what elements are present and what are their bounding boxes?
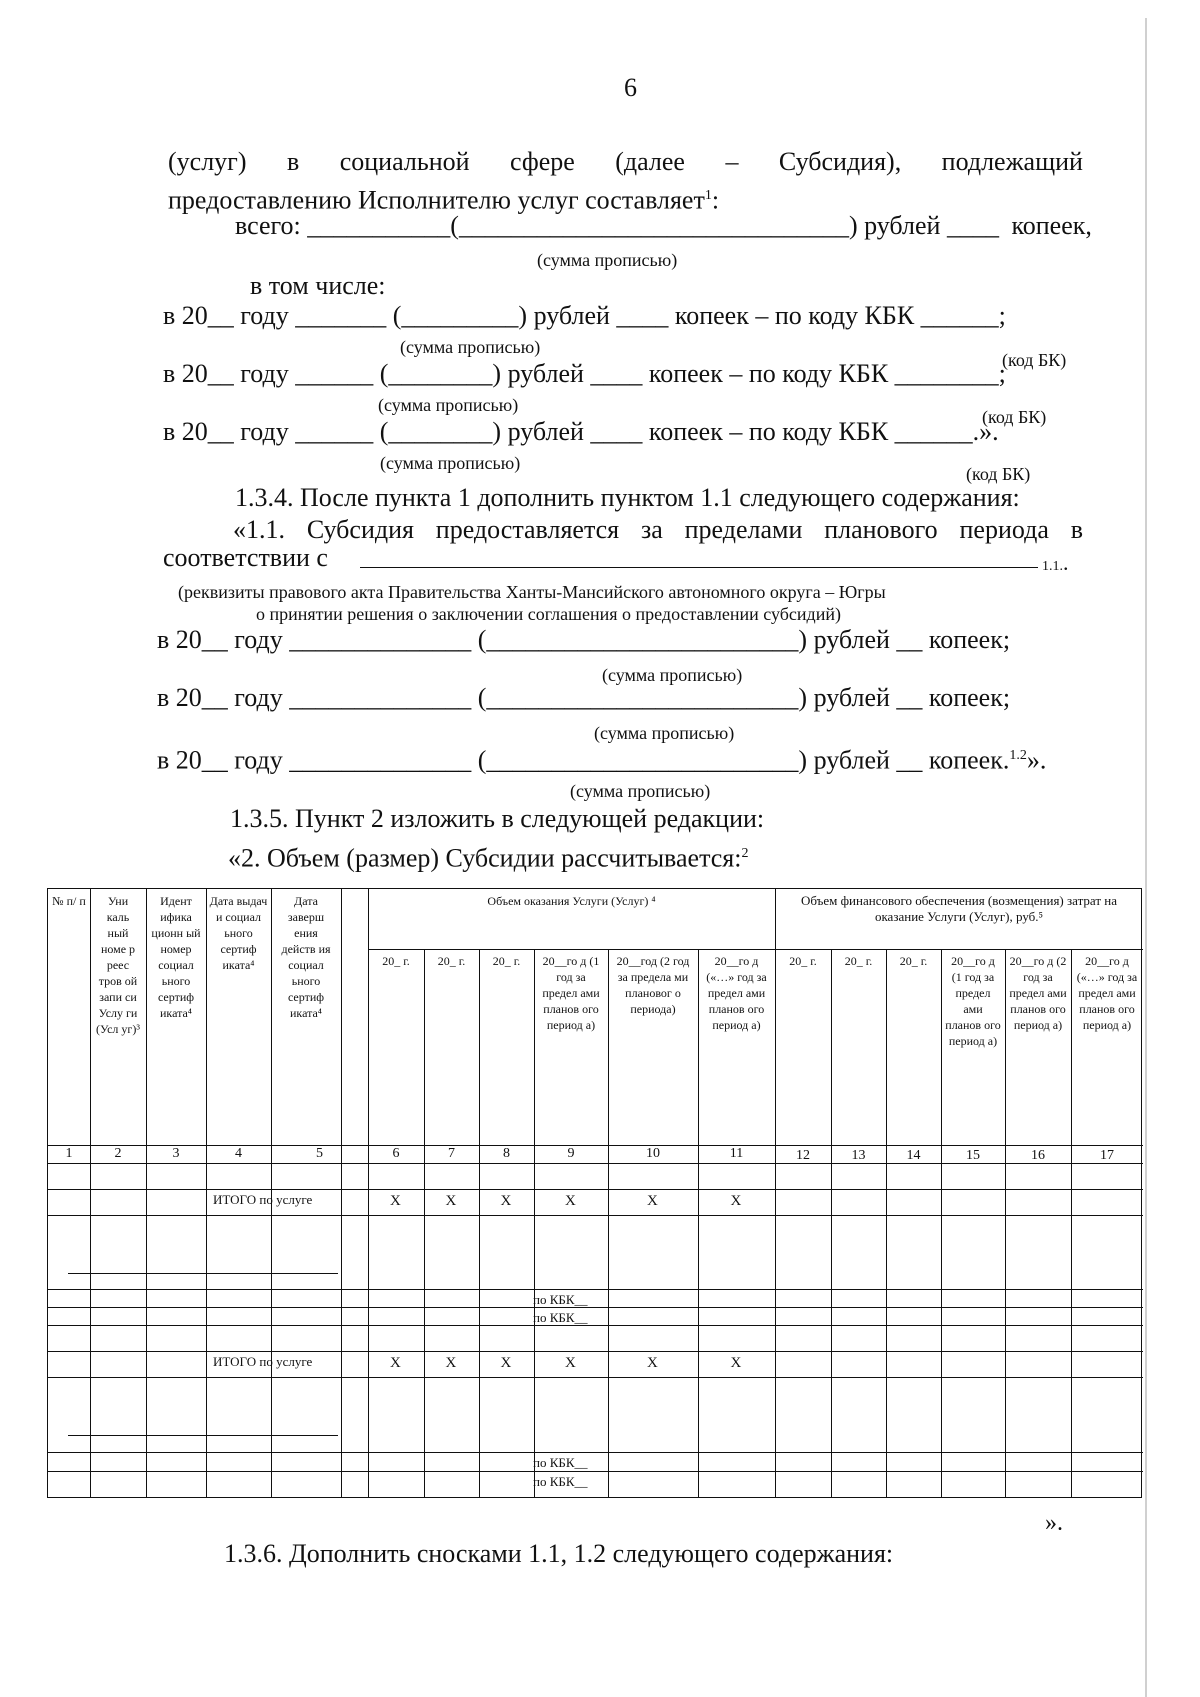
- intro-line-2: предоставлению Исполнителю услуг составляет$^1$:: [168, 185, 720, 215]
- sub-header-cell: 20__го д (1 год за предел ами планов ого период а): [542, 954, 600, 1032]
- p11-word: Субсидия: [306, 515, 414, 544]
- paragraph-1-3-6: 1.3.6. Дополнить сносками 1.1, 1.2 следующего содержания:: [224, 1539, 894, 1568]
- x-mark: Х: [500, 1193, 512, 1209]
- year-row-2-caption: (сумма прописью): [378, 395, 519, 415]
- sub-header-cell: 20_ г.: [899, 954, 928, 968]
- year-row-1-kbk-caption: (код БК): [1002, 350, 1067, 370]
- kbk-label-4: по КБК__: [533, 1474, 588, 1489]
- column-number: 5: [316, 1146, 323, 1161]
- x-mark: Х: [647, 1193, 658, 1209]
- closing-quote: ».: [1045, 1510, 1063, 1536]
- column-number: 9: [567, 1146, 575, 1161]
- column-number: 12: [796, 1148, 810, 1163]
- paragraph-2: «2. Объем (размер) Субсидии рассчитывается:$^2$: [228, 843, 749, 873]
- x-mark: Х: [445, 1193, 457, 1209]
- intro-word: (далее: [615, 147, 685, 176]
- intro-word: (услуг): [168, 147, 247, 176]
- page-number: 6: [624, 73, 637, 102]
- p11-row-3: в 20__ году ______________ (________________________) рублей __ копеек.$^{1.2}$».: [157, 745, 1047, 775]
- paragraph-1-3-4: 1.3.4. После пункта 1 дополнить пунктом 1.1 следующего содержания:: [235, 483, 1020, 512]
- sub-header-cell: 20_ г.: [789, 954, 817, 968]
- paragraph-1-1-line-1: [233, 516, 1083, 544]
- paragraph-1-3-5: 1.3.5. Пункт 2 изложить в следующей редакции:: [230, 804, 765, 833]
- requisites-caption-1: (реквизиты правового акта Правительства Ханты-Мансийского автономного округа – Югры: [178, 582, 886, 602]
- year-row-3-caption: (сумма прописью): [380, 453, 521, 473]
- col-header-3: Идент ифика ционн ый номер социал ьного сертиф иката⁴: [151, 894, 201, 1020]
- sub-header-cell: 20__го д (2 год за предел ами планов ого период а): [1009, 954, 1067, 1032]
- x-mark: Х: [500, 1355, 512, 1371]
- col-header-1: № п/ п: [52, 894, 86, 908]
- kbk-label-1: по КБК__: [533, 1292, 588, 1307]
- year-row-2: в 20__ году ______ (________) рублей ____ копеек – по коду КБК ________;: [163, 359, 1006, 388]
- sub-header-cell: 20_ г.: [382, 954, 410, 968]
- column-number: 1: [65, 1146, 73, 1161]
- group-header-volume: Объем оказания Услуги (Услуг) ⁴: [487, 894, 656, 908]
- year-row-1-caption: (сумма прописью): [400, 337, 541, 357]
- intro-word: сфере: [509, 147, 575, 176]
- intro-word: подлежащий: [941, 147, 1083, 176]
- total-line: всего: ___________(______________________________) рублей ____ копеек,: [235, 211, 1092, 240]
- intro-word: –: [725, 147, 739, 176]
- intro-word: социальной: [339, 147, 470, 176]
- col-header-5: Дата заверш ения действ ия социал ьного сертиф иката⁴: [281, 894, 331, 1020]
- column-number: 15: [966, 1148, 980, 1163]
- page-edge-line: [1145, 18, 1147, 1697]
- subsidy-table: [47, 888, 1142, 1498]
- column-number: 10: [646, 1146, 660, 1161]
- sub-header-cell: 20_ г.: [492, 954, 521, 968]
- x-mark: Х: [390, 1193, 401, 1209]
- column-number: 7: [448, 1146, 455, 1161]
- year-row-3-kbk-caption: (код БК): [966, 464, 1031, 484]
- sub-header-cell: 20__го д («…» год за предел ами планов ого период а): [1076, 954, 1138, 1032]
- p11-row-2: в 20__ году ______________ (________________________) рублей __ копеек;: [157, 683, 1011, 712]
- p11-word: в: [1070, 515, 1083, 544]
- kbk-label-3: по КБК__: [533, 1455, 588, 1470]
- requisites-underline: [360, 567, 1038, 568]
- x-mark: Х: [390, 1355, 401, 1371]
- group-header-finance: Объем финансового обеспечения (возмещения) затрат на оказание Услуги (Услуг), руб.⁵: [800, 893, 1118, 924]
- p11-row-1: в 20__ году ______________ (________________________) рублей __ копеек;: [157, 625, 1011, 654]
- column-number: 11: [729, 1146, 744, 1161]
- p11-row-1-caption: (сумма прописью): [602, 665, 743, 685]
- itogo-label-1: ИТОГО по услуге: [213, 1192, 313, 1207]
- p11-word: пределами: [684, 515, 803, 544]
- column-number: 8: [503, 1146, 510, 1161]
- sub-header-cell: 20__го д (1 год за предел ами планов ого период а): [945, 954, 1001, 1048]
- year-row-2-kbk-caption: (код БК): [982, 407, 1047, 427]
- column-number: 2: [114, 1146, 122, 1161]
- column-number: 17: [1100, 1148, 1114, 1163]
- requisites-caption-2: о принятии решения о заключении соглашения о предоставлении субсидий): [256, 604, 841, 624]
- column-number: 14: [906, 1148, 921, 1163]
- paragraph-1-1-line-2: соответствии с: [163, 543, 328, 572]
- sub-header-cell: 20__год (2 год за предела ми плановог о периода): [616, 954, 690, 1016]
- intro-word: в: [286, 147, 300, 176]
- col-header-2: Уни каль ный номе р реес тров ой запи си Услу ги (Усл уг)³: [96, 894, 140, 1036]
- x-mark: Х: [730, 1355, 742, 1371]
- intro-word: Субсидия),: [778, 147, 902, 176]
- footnote-1-1-mark: 1.1..: [1042, 550, 1069, 575]
- x-mark: Х: [647, 1355, 658, 1371]
- column-number: 13: [851, 1148, 866, 1163]
- year-row-1: в 20__ году _______ (_________) рублей ____ копеек – по коду КБК ______;: [163, 301, 1006, 330]
- p11-row-3-caption: (сумма прописью): [570, 781, 711, 801]
- column-number: 6: [392, 1146, 400, 1161]
- p11-word: периода: [959, 515, 1049, 544]
- p11-row-2-caption: (сумма прописью): [594, 723, 735, 743]
- p11-word: «1.1.: [233, 515, 285, 544]
- sub-header-cell: 20_ г.: [437, 954, 466, 968]
- x-mark: Х: [445, 1355, 457, 1371]
- x-mark: Х: [565, 1355, 576, 1371]
- year-row-3: в 20__ году ______ (________) рублей ____ копеек – по коду КБК ______.».: [163, 417, 999, 446]
- x-mark: Х: [730, 1193, 742, 1209]
- sub-header-cell: 20__го д («…» год за предел ами планов ого период а): [706, 954, 767, 1032]
- kbk-label-2: по КБК__: [533, 1310, 588, 1325]
- sub-header-cell: 20_ г.: [844, 954, 873, 968]
- column-number: 16: [1031, 1148, 1045, 1163]
- col-header-4: Дата выдач и социал ьного сертиф иката⁴: [209, 894, 268, 972]
- p11-word: предоставляется: [435, 515, 620, 544]
- p11-word: за: [640, 515, 663, 544]
- intro-line-1: [168, 148, 1083, 176]
- column-number: 4: [235, 1146, 242, 1161]
- p11-word: планового: [824, 515, 938, 544]
- including-label: в том числе:: [250, 271, 386, 300]
- itogo-label-2: ИТОГО по услуге: [213, 1354, 313, 1369]
- x-mark: Х: [565, 1193, 576, 1209]
- column-number: 3: [172, 1146, 180, 1161]
- total-caption: (сумма прописью): [537, 250, 678, 270]
